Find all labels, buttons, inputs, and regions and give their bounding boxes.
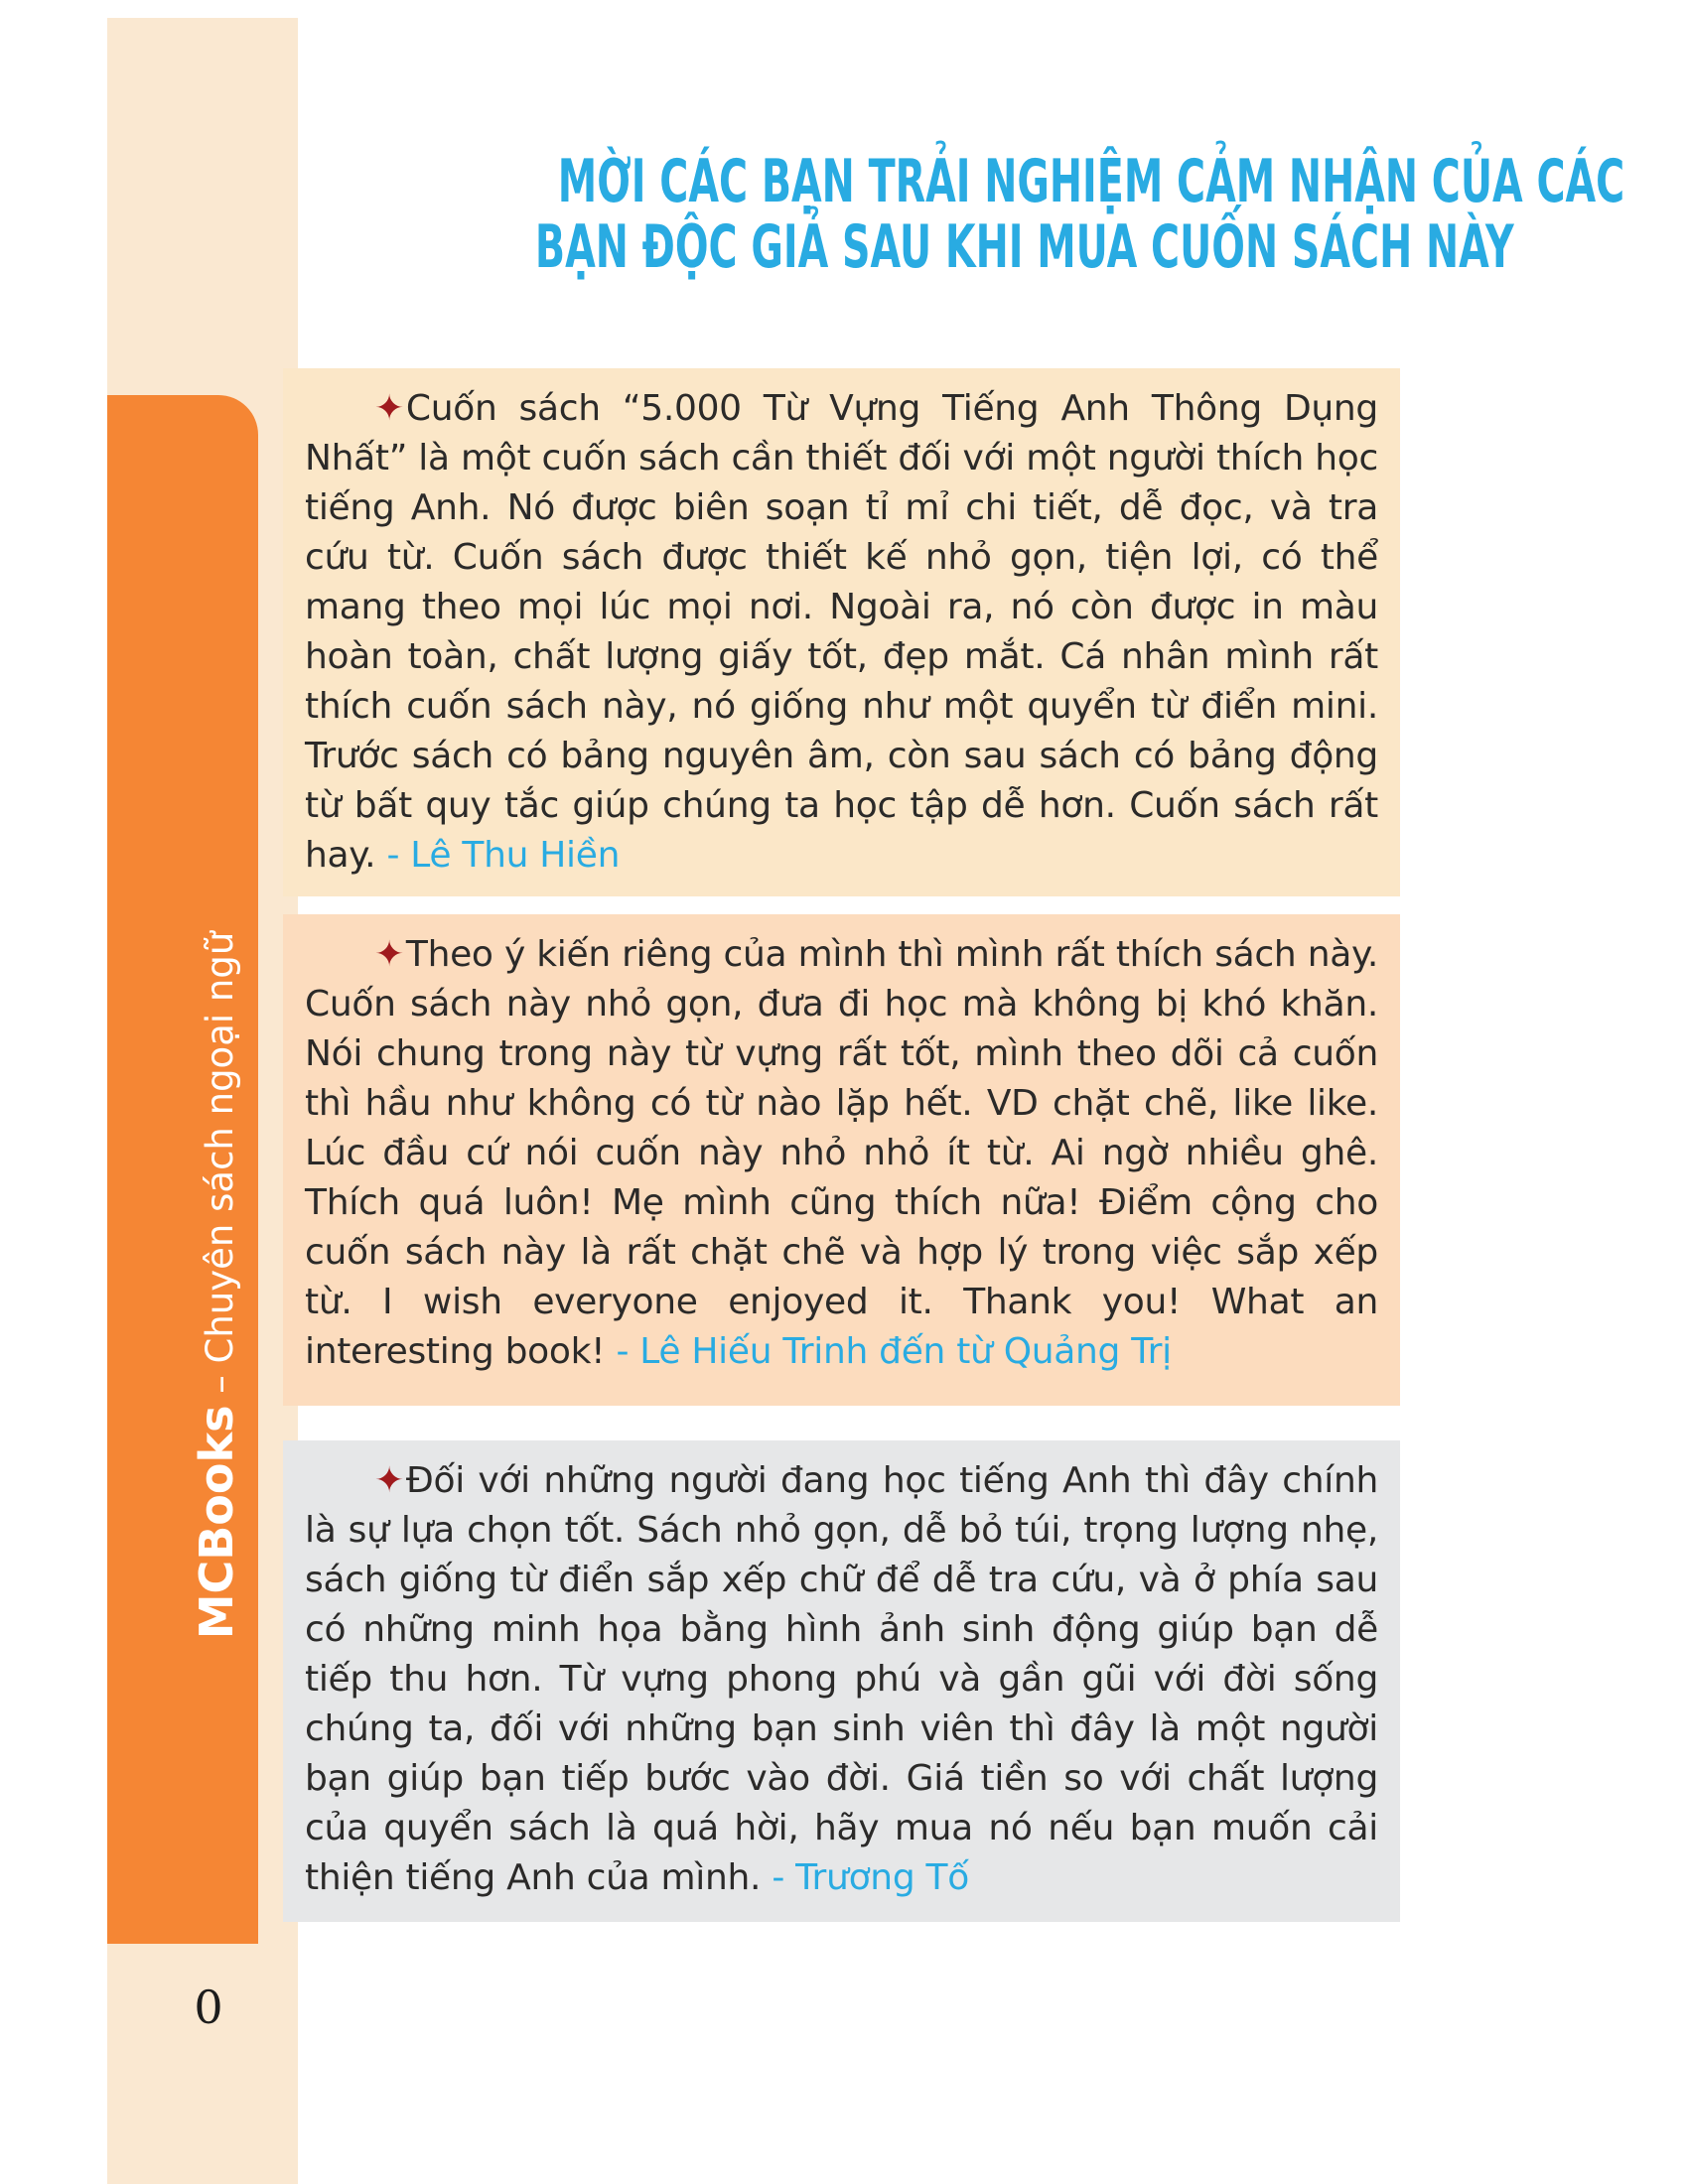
star-bullet-icon: ✦ [374,934,404,975]
testimonial-3-attribution: - Trương Tố [772,1857,969,1898]
brand-name: MCBooks [190,1405,243,1640]
testimonial-1-text: Cuốn sách “5.000 Từ Vựng Tiếng Anh Thông Dụng Nhất” là một cuốn sách cần thiết đối với một người thích học tiếng Anh. Nó được biên soạn tỉ mỉ chi tiết, dễ đọc, và tra cứu từ. Cuốn sách được thiết kế nhỏ gọn, tiện lợi, có thể mang theo mọi lúc mọi nơi. Ngoài ra, nó còn được in màu hoàn toàn, chất lượng giấy tốt, đẹp mắt. Cá nhân mình rất thích cuốn sách này, nó giống như một quyển từ điển mini. Trước sách có bảng nguyên âm, còn sau sách có bảng động từ bất quy tắc giúp chúng ta học tập dễ hơn. Cuốn sách rất hay. [305,388,1378,876]
page-number: 0 [194,1980,223,2034]
testimonial-2-text: Theo ý kiến riêng của mình thì mình rất thích sách này. Cuốn sách này nhỏ gọn, đưa đi học mà không bị khó khăn. Nói chung trong này từ vựng rất tốt, mình theo dõi cả cuốn thì hầu như không có từ nào lặp hết. VD chặt chẽ, like like. Lúc đầu cứ nói cuốn này nhỏ nhỏ ít từ. Ai ngờ nhiều ghê. Thích quá luôn! Mẹ mình cũng thích nữa! Điểm cộng cho cuốn sách này là rất chặt chẽ và hợp lý trong việc sắp xếp từ. I wish everyone enjoyed it. Thank you! What an interesting book! [305,934,1378,1372]
testimonial-1-attribution: - Lê Thu Hiền [386,835,621,876]
page-title-line-2: BẠN ĐỘC GIẢ SAU KHI MUA CUỐN SÁCH NÀY [534,212,1514,282]
brand-tagline: – Chuyên sách ngoại ngữ [199,931,241,1406]
testimonial-2 [283,914,1400,1406]
star-bullet-icon: ✦ [374,388,404,429]
vertical-brand-text [190,932,243,1640]
testimonial-3-text: Đối với những người đang học tiếng Anh thì đây chính là sự lựa chọn tốt. Sách nhỏ gọn, dễ bỏ túi, trọng lượng nhẹ, sách giống từ điển sắp xếp chữ để dễ tra cứu, và ở phía sau có những minh họa bằng hình ảnh sinh động giúp bạn dễ tiếp thu hơn. Từ vựng phong phú và gần gũi với đời sống chúng ta, đối với những bạn sinh viên thì đây là một người bạn giúp bạn tiếp bước vào đời. Giá tiền so với chất lượng của quyển sách là quá hời, hãy mua nó nếu bạn muốn cải thiện tiếng Anh của mình. [305,1460,1378,1898]
star-bullet-icon: ✦ [374,1460,404,1501]
testimonial-2-attribution: - Lê Hiếu Trinh đến từ Quảng Trị [616,1331,1172,1372]
testimonial-1 [283,368,1400,896]
testimonial-3 [283,1440,1400,1922]
page-title-line-1: MỜI CÁC BẠN TRẢI NGHIỆM CẢM NHẬN CỦA CÁC [557,147,1625,216]
page-title [283,147,1625,282]
